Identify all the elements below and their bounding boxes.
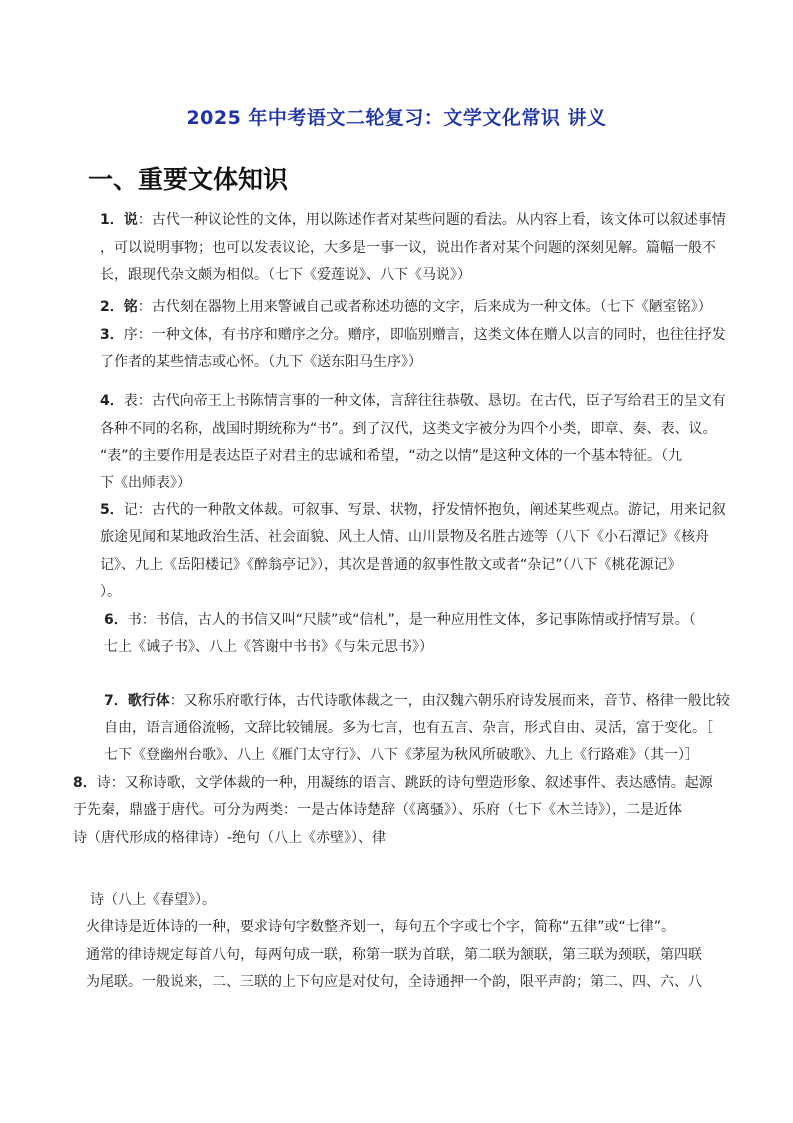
item-term: 说 [123, 212, 138, 228]
item-text: ：古代一种议论性的文体，用以陈述作者对某些问题的看法。从内容上看，该文体可以叙述事情 [137, 212, 726, 228]
item-text: ：一种文体，有书序和赠序之分。赠序，即临别赠言，这类文体在赠人以言的同时，也往往抒发 [137, 327, 726, 343]
item-8-line-2: 于先秦，鼎盛于唐代。可分为两类：一是古体诗楚辞（《离骚》）、乐府（七下《木兰诗》），二是近体 [73, 802, 682, 818]
item-3-line-1 [100, 326, 726, 344]
item-8-line-1 [73, 774, 713, 792]
item-term: 书 [127, 612, 142, 628]
item-4-line-4: 下《出师表》） [100, 475, 191, 491]
continuation-line-4: 为尾联。一般说来，二、三联的上下句应是对仗句，全诗通押一个韵，限平声韵；第二、四、六、八 [86, 974, 702, 990]
item-number: 3． [100, 327, 124, 343]
continuation-line-3: 通常的律诗规定每首八句，每两句成一联，称第一联为首联，第二联为颔联，第三联为颈联，第四联 [86, 947, 702, 963]
item-4-line-3: “表”的主要作用是表达臣子对君主的忠诚和希望，“动之以情”是这种文体的一个基本特征。（九 [100, 448, 683, 464]
item-text: ：又称诗歌，文学体裁的一种，用凝练的语言、跳跃的诗句塑造形象、叙述事件、表达感情。起源 [110, 775, 713, 791]
item-text: ：书信，古人的书信又叫“尺牍”或“信札”，是一种应用性文体，多记事陈情或抒情写景。（ [141, 612, 696, 628]
item-2-line-1 [100, 298, 712, 316]
item-term: 表 [123, 393, 138, 409]
continuation-line-1: 诗（八上《春望》）。 [90, 892, 216, 908]
item-5-line-3: 记》、九上《岳阳楼记》《醉翁亭记》），其次是普通的叙事性散文或者“杂记”（八下《桃花源记》 [100, 557, 682, 573]
item-number: 7． [104, 693, 128, 709]
item-term: 记 [123, 502, 138, 518]
item-6-line-1 [104, 611, 696, 629]
item-4-line-2: 各种不同的名称，战国时期统称为“书”。到了汉代，这类文字被分为四个小类，即章、奏、表、议。 [100, 421, 717, 437]
item-3-line-2: 了作者的某些情志或心怀。（九下《送东阳马生序》） [100, 354, 422, 370]
item-8-line-3: 诗（唐代形成的格律诗）-绝句（八上《赤壁》）、律 [73, 830, 387, 846]
item-1-line-2: ，可以说明事物；也可以发表议论，大多是一事一议，说出作者对某个问题的深刻见解。篇幅一般不 [100, 240, 716, 256]
continuation-line-2: 火律诗是近体诗的一种，要求诗句字数整齐划一，每句五个字或七个字，简称“五律”或“七律”。 [86, 919, 676, 935]
section-heading: 一、重要文体知识 [88, 165, 289, 194]
item-text: ：古代向帝王上书陈情言事的一种文体，言辞往往恭敬、恳切。在古代，臣子写给君王的呈文有 [137, 393, 726, 409]
item-number: 8． [73, 775, 97, 791]
item-term: 序 [123, 327, 138, 343]
item-text: ：古代的一种散文体裁。可叙事、写景、状物，抒发情怀抱负，阐述某些观点。游记，用来记叙 [137, 502, 726, 518]
item-6-line-2: 七上《诫子书》、八上《答谢中书书》《与朱元思书》） [104, 639, 433, 655]
item-number: 4． [100, 393, 124, 409]
item-5-line-1 [100, 501, 726, 519]
item-term: 歌行体 [127, 693, 170, 709]
item-7-line-1 [104, 692, 730, 710]
item-number: 1． [100, 212, 124, 228]
page-title: 2025 年中考语文二轮复习：文学文化常识 讲义 [186, 107, 607, 129]
item-number: 6． [104, 612, 128, 628]
item-7-line-3: 七下《登幽州台歌》、八上《雁门太守行》、八下《茅屋为秋风所破歌》、九上《行路难》（其一）］ [104, 747, 699, 763]
item-text: ：又称乐府歌行体，古代诗歌体裁之一，由汉魏六朝乐府诗发展而来，音节、格律一般比较 [169, 693, 730, 709]
item-5-line-4: ）。 [100, 584, 121, 600]
item-term: 铭 [123, 299, 138, 315]
item-text: ：古代刻在器物上用来警诫自己或者称述功德的文字，后来成为一种文体。（七下《陋室铭》） [137, 299, 712, 315]
item-4-line-1 [100, 392, 726, 410]
item-number: 2． [100, 299, 124, 315]
item-number: 5． [100, 502, 124, 518]
item-term: 诗 [96, 775, 111, 791]
item-7-line-2: 自由，语言通俗流畅，文辞比较铺展。多为七言，也有五言、杂言，形式自由、灵活，富于变化。［ [104, 720, 713, 736]
item-1-line-1 [100, 211, 726, 229]
item-1-line-3: 长，跟现代杂文颇为相似。（七下《爱莲说》、八下《马说》） [100, 267, 471, 283]
item-5-line-2: 旅途见闻和某地政治生活、社会面貌、风土人情、山川景物及名胜古迹等（八下《小石潭记》《核舟 [100, 529, 709, 545]
